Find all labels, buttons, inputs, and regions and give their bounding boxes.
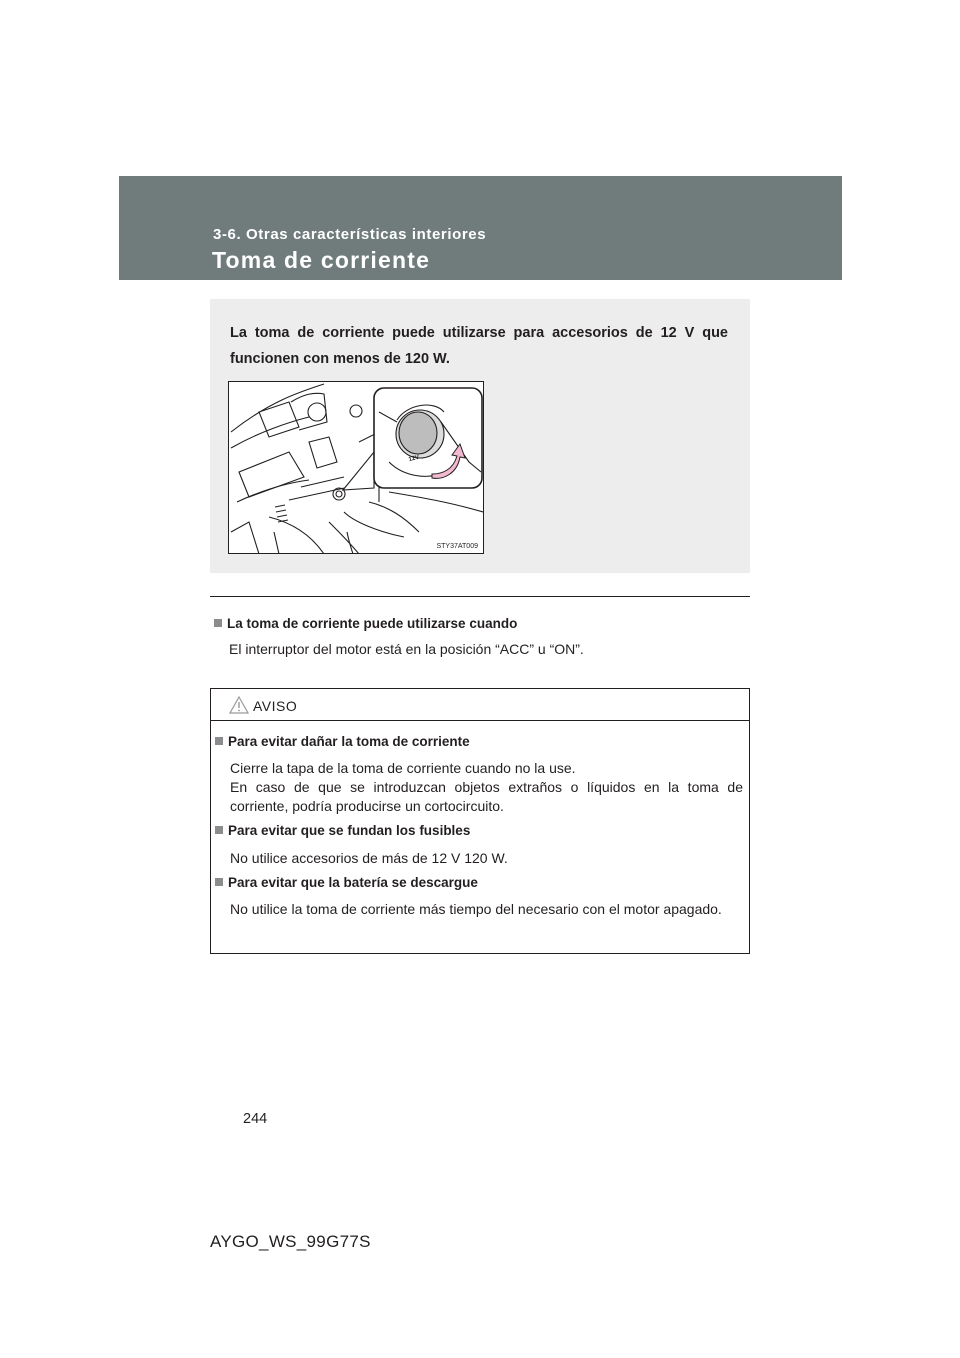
warning-item-heading-text: Para evitar dañar la toma de corriente [228, 734, 470, 749]
figure-code: STY37AT009 [436, 543, 478, 550]
bullet-square-icon [215, 826, 223, 834]
warning-item-line: No utilice accesorios de más de 12 V 120 W. [230, 850, 508, 866]
document-code: AYGO_WS_99G77S [210, 1232, 371, 1251]
dashboard-drawing [229, 382, 484, 554]
warning-item-line: No utilice la toma de corriente más tiempo del necesario con el motor apagado. [230, 901, 722, 917]
warning-item-line: Cierre la tapa de la toma de corriente cuando no la use. [230, 760, 576, 776]
warning-item-heading [215, 823, 470, 838]
warning-item-heading-text: Para evitar que se fundan los fusibles [228, 823, 471, 838]
note-heading-text: La toma de corriente puede utilizarse cuando [227, 616, 518, 631]
page-number: 244 [243, 1111, 268, 1127]
socket-label: 12V [408, 454, 421, 464]
power-outlet-illustration [228, 381, 484, 554]
section-label: 3-6. Otras características interiores [213, 226, 487, 243]
warning-item-line: En caso de que se introduzcan objetos extraños o líquidos en la toma de corriente, podría producirse un cortocircuito. [230, 779, 743, 814]
bullet-square-icon [214, 619, 222, 627]
intro-box [210, 299, 750, 573]
warning-item-body [230, 900, 743, 919]
bullet-square-icon [215, 878, 223, 886]
page-title: Toma de corriente [212, 247, 431, 273]
warning-item-heading [215, 875, 478, 890]
warning-item-body [230, 849, 743, 868]
warning-item-heading [215, 734, 470, 749]
intro-text: La toma de corriente puede utilizarse para accesorios de 12 V que funcionen con menos de 120 W. [230, 325, 728, 367]
warning-item-heading-text: Para evitar que la batería se descargue [228, 875, 478, 890]
warning-title: AVISO [253, 698, 298, 714]
warning-box [210, 688, 750, 954]
note-body: El interruptor del motor está en la posición “ACC” u “ON”. [229, 641, 584, 657]
warning-triangle-icon [229, 696, 249, 714]
section-divider [210, 596, 750, 597]
bullet-square-icon [215, 737, 223, 745]
warning-header [211, 689, 749, 721]
note-heading [214, 616, 517, 631]
warning-item-body [230, 759, 743, 816]
